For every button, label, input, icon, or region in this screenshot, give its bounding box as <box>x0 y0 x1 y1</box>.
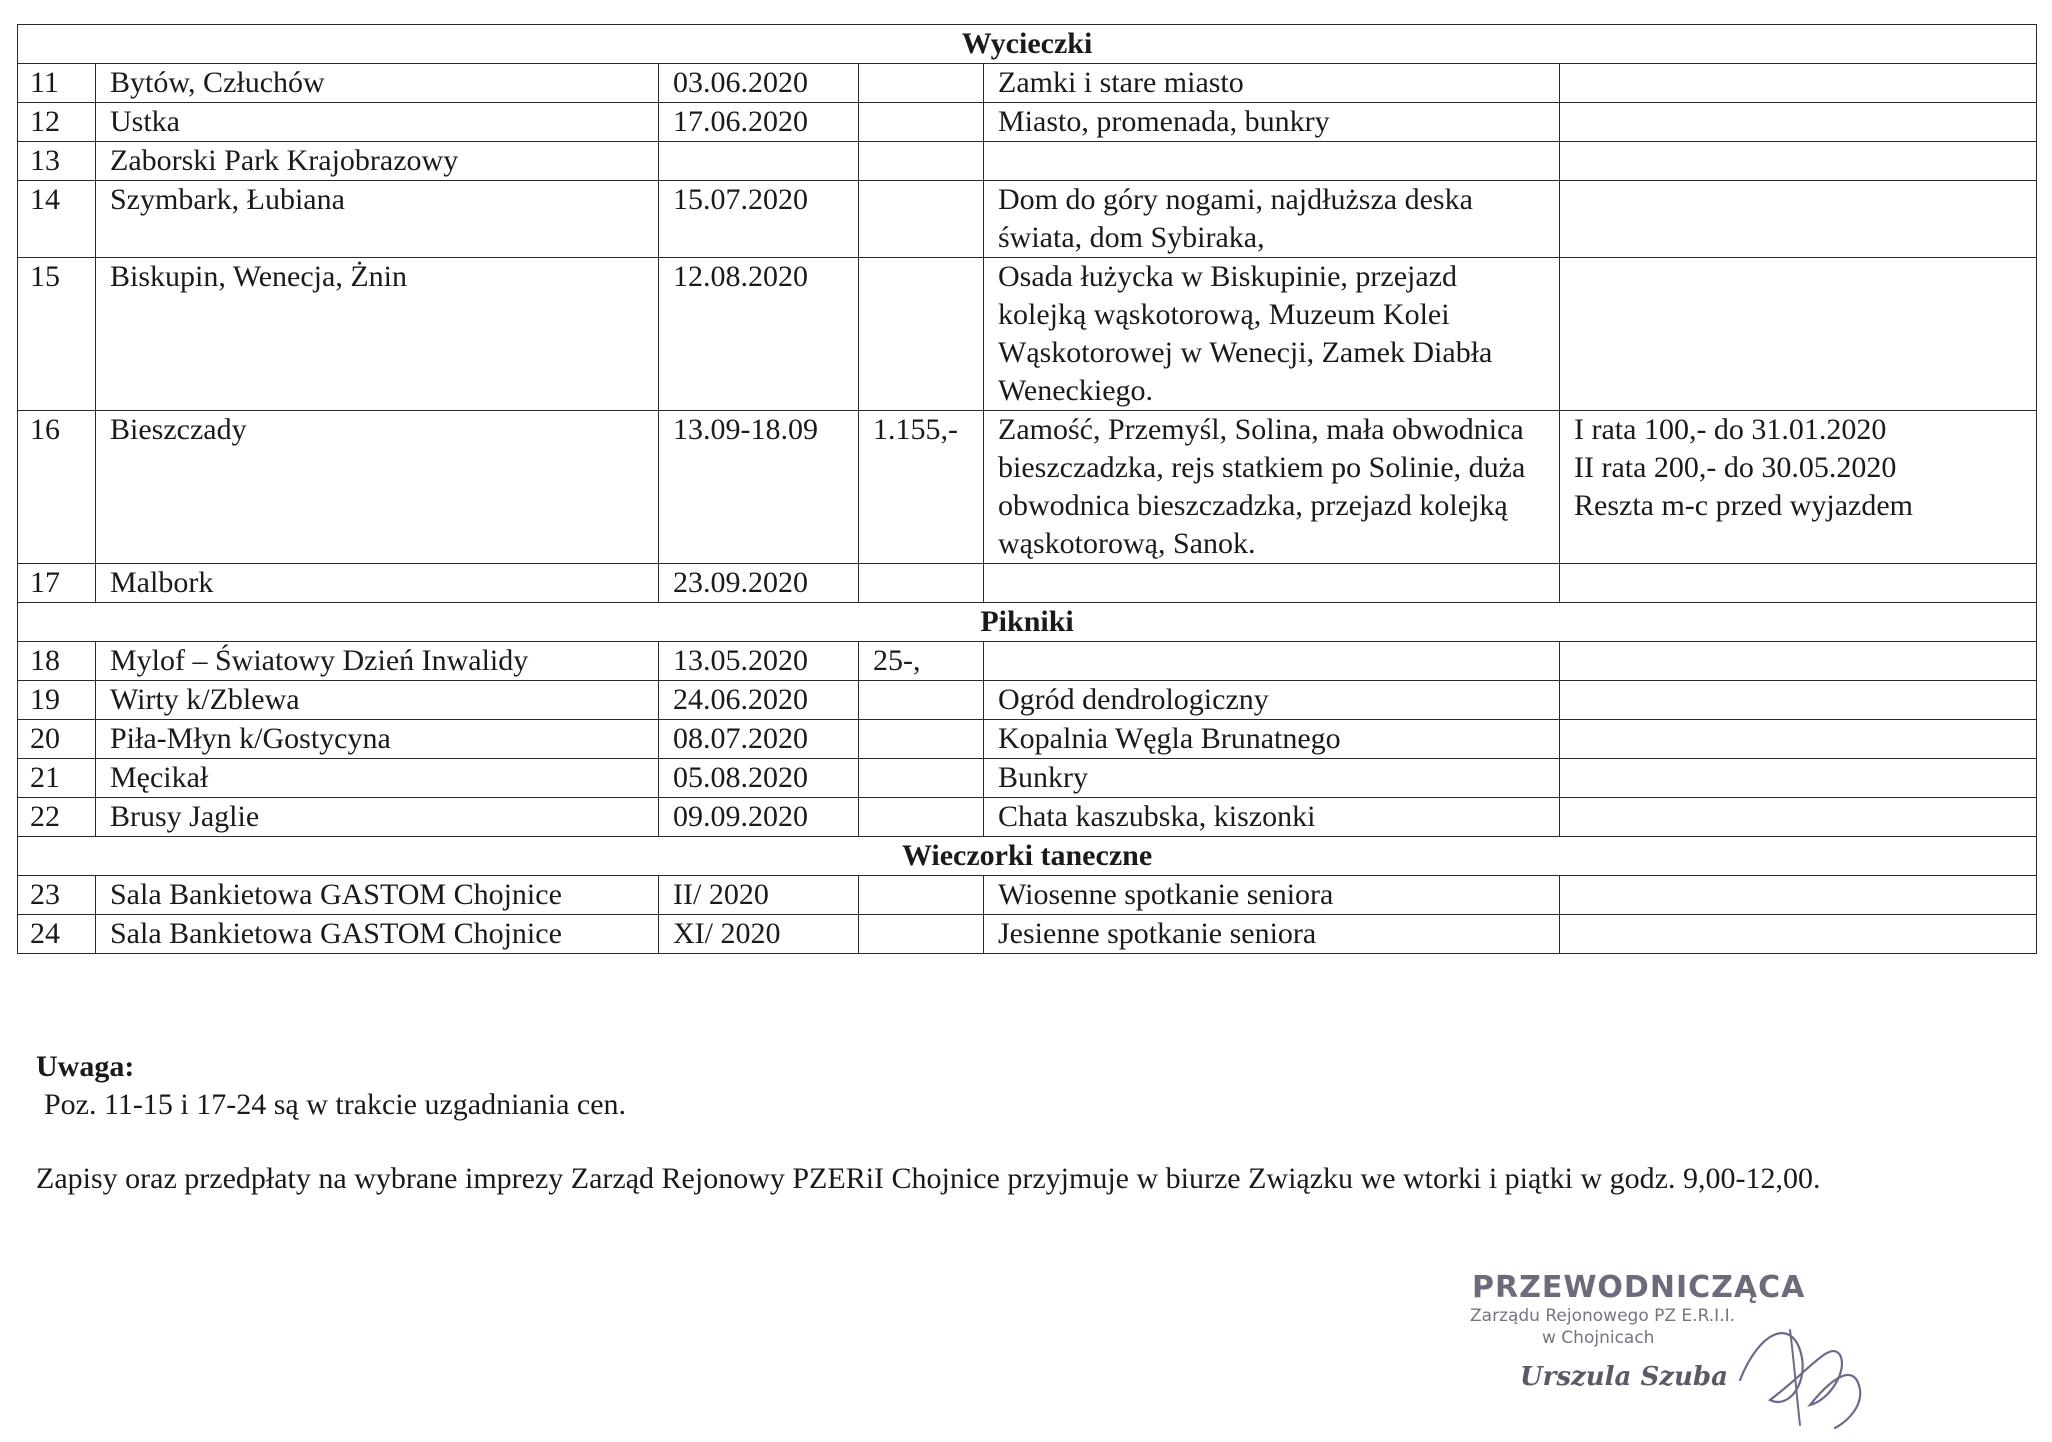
event-payment-notes <box>1560 798 2037 837</box>
row-number: 22 <box>18 798 96 837</box>
row-number: 21 <box>18 759 96 798</box>
event-description: Jesienne spotkanie seniora <box>984 915 1560 954</box>
event-description: Wiosenne spotkanie seniora <box>984 876 1560 915</box>
event-description: Miasto, promenada, bunkry <box>984 103 1560 142</box>
event-name: Wirty k/Zblewa <box>96 681 659 720</box>
events-table <box>17 24 2037 954</box>
row-number: 24 <box>18 915 96 954</box>
event-payment-notes <box>1560 258 2037 411</box>
event-name: Sala Bankietowa GASTOM Chojnice <box>96 915 659 954</box>
event-date: 03.06.2020 <box>659 64 859 103</box>
event-price <box>859 720 984 759</box>
event-price <box>859 142 984 181</box>
event-description <box>984 142 1560 181</box>
event-description: Zamki i stare miasto <box>984 64 1560 103</box>
event-price <box>859 759 984 798</box>
stamp-title: PRZEWODNICZĄCA <box>1472 1270 1806 1305</box>
event-name: Piła-Młyn k/Gostycyna <box>96 720 659 759</box>
row-number: 12 <box>18 103 96 142</box>
event-price <box>859 64 984 103</box>
row-number: 23 <box>18 876 96 915</box>
section-title: Wieczorki taneczne <box>18 837 2037 876</box>
event-payment-notes <box>1560 681 2037 720</box>
event-price <box>859 181 984 258</box>
event-description <box>984 642 1560 681</box>
table-row <box>18 720 2037 759</box>
table-row <box>18 258 2037 411</box>
event-payment-notes <box>1560 720 2037 759</box>
section-header-row <box>18 603 2037 642</box>
table-row <box>18 142 2037 181</box>
table-row <box>18 798 2037 837</box>
table-row <box>18 564 2037 603</box>
event-date: 09.09.2020 <box>659 798 859 837</box>
event-price <box>859 876 984 915</box>
row-number: 19 <box>18 681 96 720</box>
event-date: II/ 2020 <box>659 876 859 915</box>
row-number: 18 <box>18 642 96 681</box>
event-name: Biskupin, Wenecja, Żnin <box>96 258 659 411</box>
event-description: Chata kaszubska, kiszonki <box>984 798 1560 837</box>
event-payment-notes <box>1560 181 2037 258</box>
section-title: Wycieczki <box>18 25 2037 64</box>
table-row <box>18 681 2037 720</box>
section-header-row <box>18 25 2037 64</box>
events-table-body <box>18 25 2037 954</box>
signature-stamp <box>1460 1270 1880 1430</box>
table-row <box>18 876 2037 915</box>
event-date: 05.08.2020 <box>659 759 859 798</box>
row-number: 14 <box>18 181 96 258</box>
event-name: Ustka <box>96 103 659 142</box>
table-row <box>18 759 2037 798</box>
event-date: 15.07.2020 <box>659 181 859 258</box>
event-price: 25-, <box>859 642 984 681</box>
event-description: Ogród dendrologiczny <box>984 681 1560 720</box>
table-row <box>18 181 2037 258</box>
event-name: Brusy Jaglie <box>96 798 659 837</box>
row-number: 11 <box>18 64 96 103</box>
handwritten-signature <box>1730 1310 1870 1430</box>
table-row <box>18 103 2037 142</box>
notes-line-registration: Zapisy oraz przedpłaty na wybrane imprezy Zarząd Rejonowy PZERiI Chojnice przyjmuje w biurze Związku we wtorki i piątki w godz. 9,00-12,00. <box>36 1162 1821 1195</box>
event-payment-notes <box>1560 876 2037 915</box>
table-row <box>18 411 2037 564</box>
event-price <box>859 798 984 837</box>
event-name: Szymbark, Łubiana <box>96 181 659 258</box>
event-name: Zaborski Park Krajobrazowy <box>96 142 659 181</box>
event-price <box>859 103 984 142</box>
event-payment-notes <box>1560 564 2037 603</box>
event-payment-notes <box>1560 915 2037 954</box>
row-number: 16 <box>18 411 96 564</box>
stamp-organization: Zarządu Rejonowego PZ E.R.I.I. <box>1470 1306 1736 1326</box>
event-price <box>859 681 984 720</box>
event-price <box>859 564 984 603</box>
event-description: Osada łużycka w Biskupinie, przejazd kolejką wąskotorową, Muzeum Kolei Wąskotorowej w Wenecji, Zamek Diabła Weneckiego. <box>984 258 1560 411</box>
event-date: XI/ 2020 <box>659 915 859 954</box>
event-name: Bieszczady <box>96 411 659 564</box>
stamp-location: w Chojnicach <box>1542 1328 1655 1348</box>
row-number: 13 <box>18 142 96 181</box>
table-row <box>18 915 2037 954</box>
row-number: 17 <box>18 564 96 603</box>
event-payment-notes <box>1560 142 2037 181</box>
event-date: 13.05.2020 <box>659 642 859 681</box>
section-header-row <box>18 837 2037 876</box>
table-row <box>18 64 2037 103</box>
event-payment-notes <box>1560 103 2037 142</box>
notes-title: Uwaga: <box>36 1050 135 1083</box>
event-date: 13.09-18.09 <box>659 411 859 564</box>
event-name: Sala Bankietowa GASTOM Chojnice <box>96 876 659 915</box>
payment-note-line: Reszta m-c przed wyjazdem <box>1574 489 1914 522</box>
event-description: Zamość, Przemyśl, Solina, mała obwodnica bieszczadzka, rejs statkiem po Solinie, duża obwodnica bieszczadzka, przejazd kolejką wąskotorową, Sanok. <box>984 411 1560 564</box>
row-number: 15 <box>18 258 96 411</box>
event-date <box>659 142 859 181</box>
payment-note-line: I rata 100,- do 31.01.2020 <box>1574 413 1887 446</box>
table-row <box>18 642 2037 681</box>
event-description <box>984 564 1560 603</box>
event-date: 17.06.2020 <box>659 103 859 142</box>
payment-note-line: II rata 200,- do 30.05.2020 <box>1574 451 1897 484</box>
event-price: 1.155,- <box>859 411 984 564</box>
event-price <box>859 915 984 954</box>
event-date: 24.06.2020 <box>659 681 859 720</box>
event-name: Bytów, Człuchów <box>96 64 659 103</box>
event-payment-notes <box>1560 642 2037 681</box>
event-date: 12.08.2020 <box>659 258 859 411</box>
event-description: Dom do góry nogami, najdłuższa deska świata, dom Sybiraka, <box>984 181 1560 258</box>
event-name: Męcikał <box>96 759 659 798</box>
stamp-name: Urszula Szuba <box>1520 1362 1728 1392</box>
event-description: Kopalnia Węgla Brunatnego <box>984 720 1560 759</box>
event-payment-notes <box>1560 411 2037 564</box>
event-date: 23.09.2020 <box>659 564 859 603</box>
event-date: 08.07.2020 <box>659 720 859 759</box>
event-price <box>859 258 984 411</box>
row-number: 20 <box>18 720 96 759</box>
event-payment-notes <box>1560 759 2037 798</box>
event-description: Bunkry <box>984 759 1560 798</box>
notes-line-prices: Poz. 11-15 i 17-24 są w trakcie uzgadniania cen. <box>44 1088 627 1121</box>
section-title: Pikniki <box>18 603 2037 642</box>
event-name: Malbork <box>96 564 659 603</box>
event-payment-notes <box>1560 64 2037 103</box>
event-name: Mylof – Światowy Dzień Inwalidy <box>96 642 659 681</box>
